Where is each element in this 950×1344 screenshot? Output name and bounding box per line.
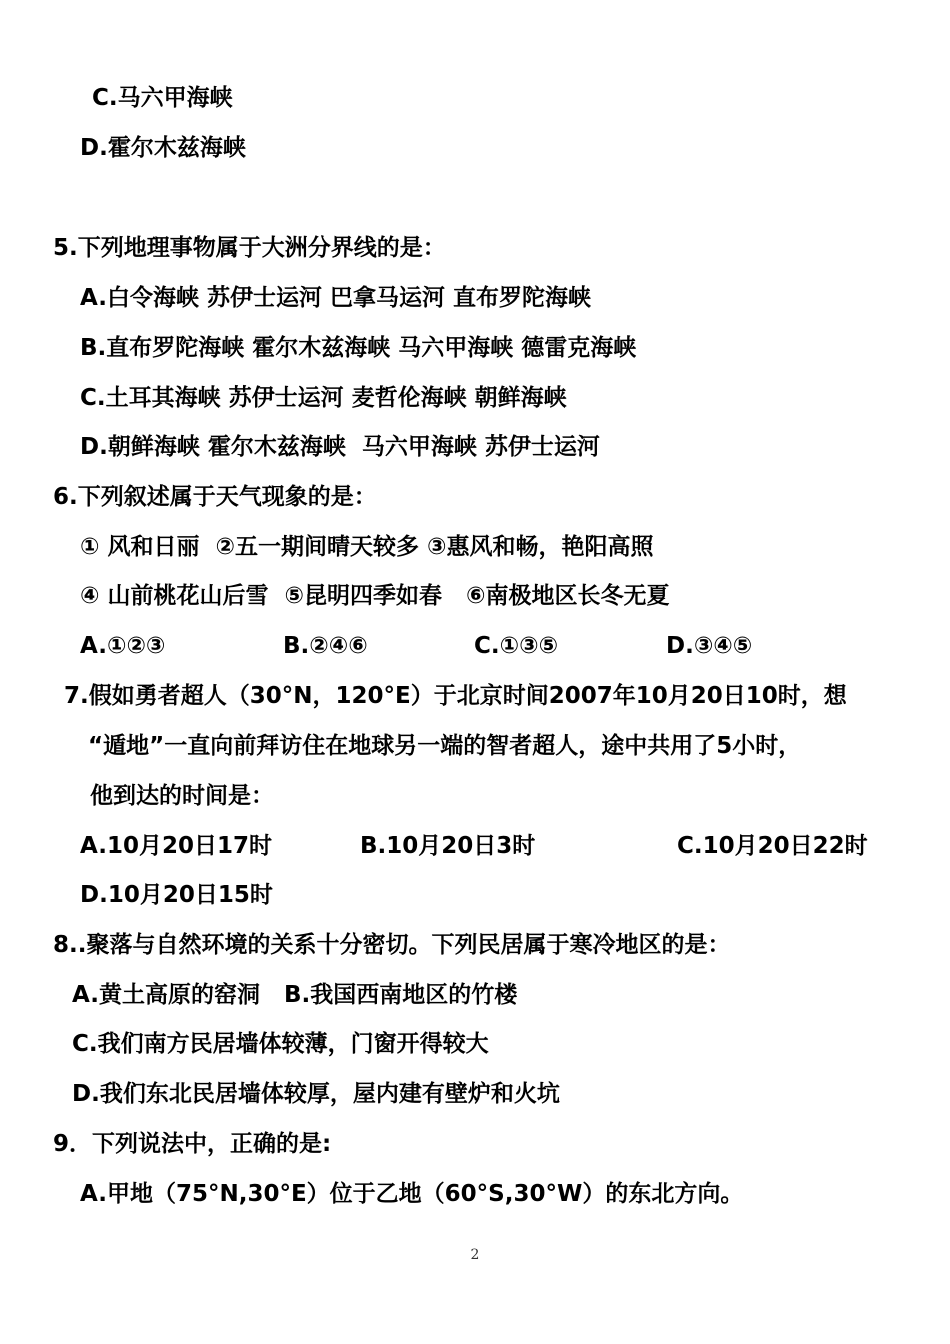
q9-option-a: A.甲地（75°N,30°E）位于乙地（60°S,30°W）的东北方向。 xyxy=(80,1181,744,1207)
q6-option-b: B.②④⑥ xyxy=(283,633,368,659)
q5-option-d: D.朝鲜海峡 霍尔木兹海峡 马六甲海峡 苏伊士运河 xyxy=(80,434,600,460)
q7-option-c: C.10月20日22时 xyxy=(677,833,868,859)
q9-stem: 9．下列说法中，正确的是: xyxy=(53,1131,332,1157)
q7-stem-line-1: 7.假如勇者超人（30°N，120°E）于北京时间2007年10月20日10时，想 xyxy=(64,683,847,709)
q8-option-ab: A.黄土高原的窑洞 B.我国西南地区的竹楼 xyxy=(72,982,518,1008)
q6-stem: 6.下列叙述属于天气现象的是： xyxy=(53,484,377,510)
q4-option-d: D.霍尔木兹海峡 xyxy=(80,135,246,161)
q7-stem-line-2: “遁地”一直向前拜访住在地球另一端的智者超人，途中共用了5小时， xyxy=(88,733,802,759)
q7-option-b: B.10月20日3时 xyxy=(360,833,536,859)
q6-option-a: A.①②③ xyxy=(80,633,166,659)
q4-option-c: C.马六甲海峡 xyxy=(92,85,233,111)
page-number: 2 xyxy=(470,1247,480,1263)
q5-stem: 5.下列地理事物属于大洲分界线的是： xyxy=(53,235,446,261)
q6-items-line-1: ① 风和日丽 ②五一期间晴天较多 ③惠风和畅，艳阳高照 xyxy=(80,534,654,560)
q6-items-line-2: ④ 山前桃花山后雪 ⑤昆明四季如春 ⑥南极地区长冬无夏 xyxy=(80,583,670,609)
q5-option-c: C.土耳其海峡 苏伊士运河 麦哲伦海峡 朝鲜海峡 xyxy=(80,385,567,411)
q8-option-c: C.我们南方民居墙体较薄，门窗开得较大 xyxy=(72,1031,489,1057)
q7-stem-line-3: 他到达的时间是： xyxy=(90,783,274,809)
q5-option-b: B.直布罗陀海峡 霍尔木兹海峡 马六甲海峡 德雷克海峡 xyxy=(80,335,637,361)
q6-option-d: D.③④⑤ xyxy=(666,633,753,659)
q7-option-a: A.10月20日17时 xyxy=(80,833,272,859)
q6-option-c: C.①③⑤ xyxy=(474,633,559,659)
q8-stem: 8..聚落与自然环境的关系十分密切。下列民居属于寒冷地区的是： xyxy=(53,932,731,958)
q5-option-a: A.白令海峡 苏伊士运河 巴拿马运河 直布罗陀海峡 xyxy=(80,285,591,311)
q8-option-d: D.我们东北民居墙体较厚，屋内建有壁炉和火坑 xyxy=(72,1081,560,1107)
q7-option-d: D.10月20日15时 xyxy=(80,882,273,908)
